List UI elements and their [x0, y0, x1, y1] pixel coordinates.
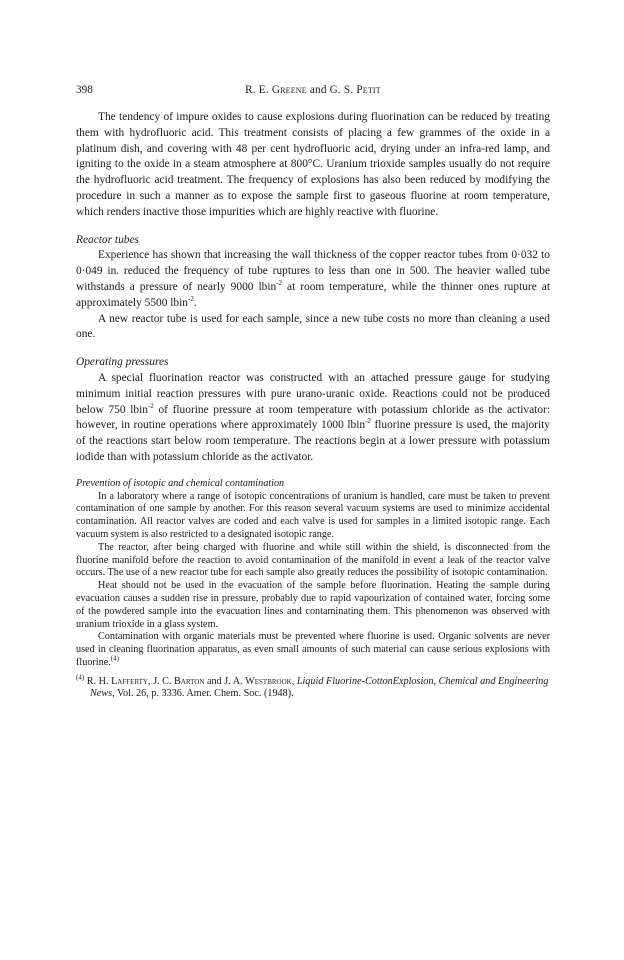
- page-header: [76, 84, 550, 98]
- page-number: 398: [76, 84, 93, 96]
- footnote-title: Liquid Fluorine-CottonExplosion: [296, 675, 434, 687]
- paragraph: Experience has shown that increasing the wall thickness of the copper reactor tubes from 0·032 to 0·049 in. reduced the frequency of tube ruptures to less than one in 500. The heavier walled tube withstands a pressure of nearly 9000 lbin$^{-2}$ at room temperature, while the thinner ones rupture at approximately 5500 lbin$^{-2}$.: [76, 249, 550, 309]
- author-surname: Westbrook: [245, 675, 292, 687]
- paragraph: A new reactor tube is used for each sample, since a new tube costs no more than cleaning a used one.: [76, 312, 550, 341]
- section-heading-operating-pressures: Operating pressures: [76, 356, 169, 369]
- author-surname: Barton: [174, 675, 205, 687]
- paragraph: Heat should not be used in the evacuation of the sample before fluorination. Heating the sample during evacuation causes a sudden rise in pressure, probably due to rapid vapourization of contained water, forcing some of the powdered sample into the evacuation lines and contaminating them. This phenomenon was observed with uranium trioxide in a glass system.: [76, 580, 550, 630]
- section-heading-reactor-tubes: Reactor tubes: [76, 233, 139, 246]
- paragraph: Contamination with organic materials must be prevented where fluorine is used. Organic solvents are never used in cleaning fluorination apparatus, as even small amounts of such material can cause serious explosions with fluorine.$^{(4)}$: [76, 631, 550, 668]
- reference-marker: (4): [110, 654, 119, 663]
- author-surname: Lafferty: [111, 675, 148, 687]
- author-surname: Petit: [356, 84, 381, 96]
- running-head: R. E. Greene and G. S. Petit: [245, 84, 381, 96]
- footnote-journal: Chemical and Engineering News: [90, 675, 549, 700]
- main-text: [76, 110, 550, 466]
- intro-paragraph: The tendency of impure oxides to cause explosions during fluorination can be reduced by treating them with hydrofluoric acid. This treatment consists of placing a few grammes of the oxide in a platinum dish, and covering with 48 per cent hydrofluoric acid, drying under an infra-red lamp, and igniting to the oxide in a steam atmosphere at 800°C. Uranium trioxide samples usually do not require the hydrofluoric acid treatment. The frequency of explosions has also been reduced by modifying the procedure in such a manner as to expose the sample first to gaseous fluorine at room temperature, which renders inactive those impurities which are highly reactive with fluorine.: [76, 111, 550, 218]
- paragraph: In a laboratory where a range of isotopic concentrations of uranium is handled, care must be taken to prevent contamination of one sample by another. For this reason several vacuum systems are used to minimize accidental contamination. All reactor valves are coded and each valve is used for samples in a limited isotopic range. Each vacuum system is also restricted to a designated isotopic range.: [76, 490, 550, 540]
- small-print-section: [76, 478, 550, 670]
- footnote: $^{(4)}$ R. H. Lafferty, J. C. Barton and J. A. Westbrook, Liquid Fluorine-CottonExplosion, Chemical and Engineering News, Vol. 26, p. 3336. Amer. Chem. Soc. (1948).: [76, 673, 549, 700]
- footnote-marker: (4): [76, 673, 85, 682]
- section-heading-contamination: Prevention of isotopic and chemical contamination: [76, 477, 285, 489]
- author-surname: Greene: [271, 84, 307, 96]
- paragraph: A special fluorination reactor was constructed with an attached pressure gauge for studying minimum initial reaction pressures with pure urano-uranic oxide. Reactions could not be produced below 750 lbin$^{-2}$ of fluorine pressure at room temperature with potassium chloride as the activator: however, in routine operations where approximately 1000 lbin$^{-2}$ fluorine pressure is used, the majority of the reactions start below room temperature. The reactions begin at a lower pressure with potassium iodide than with potassium chloride as the activator.: [76, 371, 550, 463]
- page-body: [76, 110, 550, 701]
- paragraph: The reactor, after being charged with fluorine and while still within the shield, is disconnected from the fluorine manifold before the reaction to avoid contamination of the manifold in event a leak of the reactor valve occurs. The use of a new reactor tube for each sample also greatly reduces the possibility of isotopic contamination.: [76, 541, 550, 579]
